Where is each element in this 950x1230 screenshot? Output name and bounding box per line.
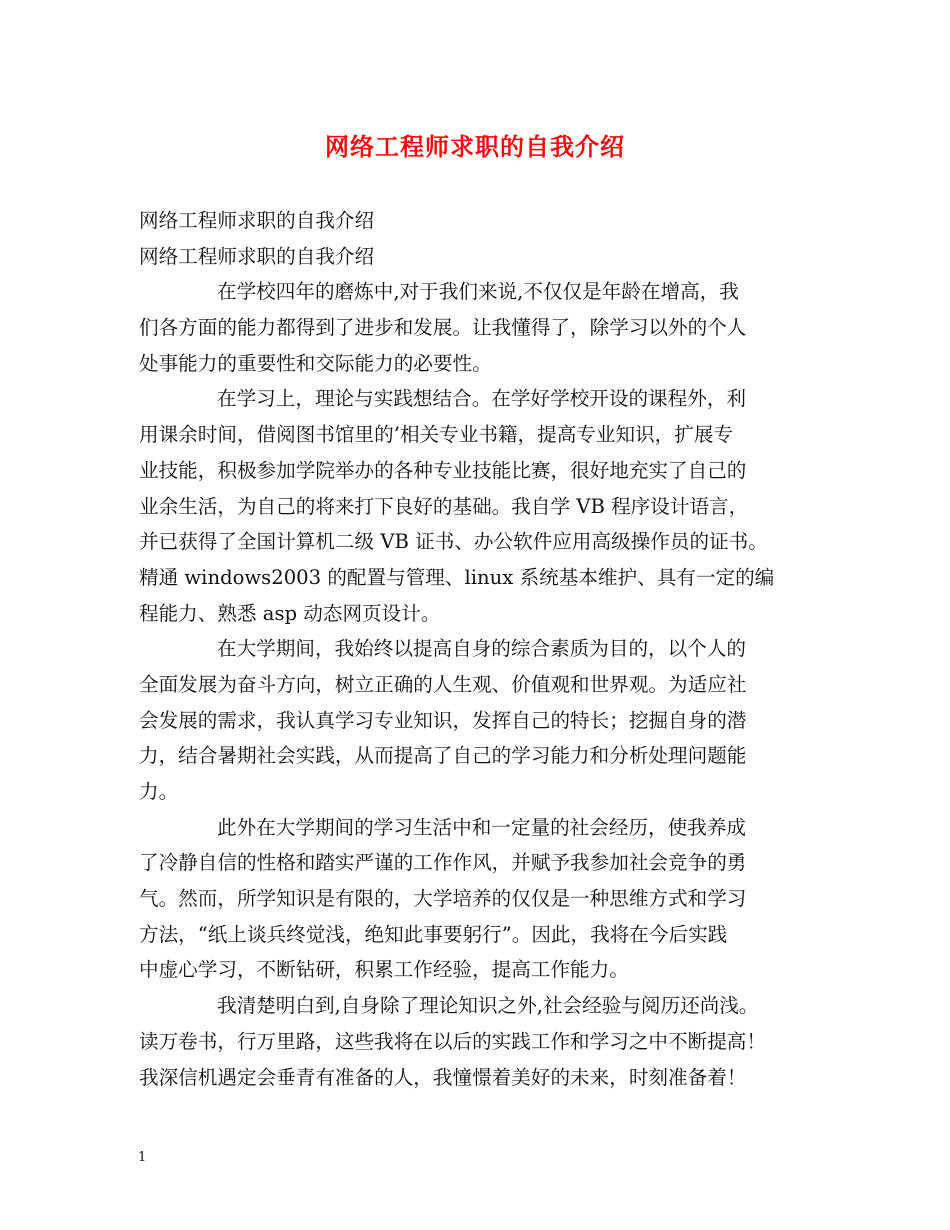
text-line: 方法，“纸上谈兵终觉浅，绝知此事要躬行”。因此，我将在今后实践 <box>139 922 728 946</box>
text-line: 业技能，积极参加学院举办的各种专业技能比赛，很好地充实了自己的 <box>139 458 747 482</box>
page-number: 1 <box>138 1150 147 1165</box>
text-line: 会发展的需求，我认真学习专业知识，发挥自己的特长；挖掘自身的潜 <box>139 708 747 732</box>
text-line: 程能力、熟悉 asp 动态网页设计。 <box>139 601 441 625</box>
text-line: 读万卷书，行万里路，这些我将在以后的实践工作和学习之中不断提高！ <box>139 1029 766 1053</box>
text-line: 气。然而，所学知识是有限的，大学培养的仅仅是一种思维方式和学习 <box>139 887 747 911</box>
text-line: 我清楚明白到,自身除了理论知识之外,社会经验与阅历还尚浅。 <box>217 994 759 1018</box>
text-line: 在学习上，理论与实践想结合。在学好学校开设的课程外，利 <box>217 387 747 411</box>
text-line: 们各方面的能力都得到了进步和发展。让我懂得了，除学习以外的个人 <box>139 316 747 340</box>
text-line: 中虚心学习，不断钻研，积累工作经验，提高工作能力。 <box>139 958 629 982</box>
document-body <box>139 203 819 1095</box>
text-line: 此外在大学期间的学习生活中和一定量的社会经历，使我养成 <box>217 815 747 839</box>
text-line: 业余生活，为自己的将来打下良好的基础。我自学 VB 程序设计语言， <box>139 494 749 518</box>
text-line: 力。 <box>139 780 179 803</box>
text-line: 网络工程师求职的自我介绍 <box>139 244 375 268</box>
text-line: 全面发展为奋斗方向，树立正确的人生观、价值观和世界观。为适应社 <box>139 672 747 696</box>
text-line: 处事能力的重要性和交际能力的必要性。 <box>139 351 492 375</box>
text-line: 网络工程师求职的自我介绍 <box>139 209 375 232</box>
text-line: 精通 windows2003 的配置与管理、linux 系统基本维护、具有一定的编 <box>139 565 775 589</box>
text-line: 在学校四年的磨炼中,对于我们来说,不仅仅是年龄在增高，我 <box>217 280 739 304</box>
document-title: 网络工程师求职的自我介绍 <box>325 132 625 161</box>
text-line: 我深信机遇定会垂青有准备的人，我憧憬着美好的未来，时刻准备着！ <box>139 1065 747 1089</box>
text-line: 力，结合暑期社会实践，从而提高了自己的学习能力和分析处理问题能 <box>139 744 747 768</box>
text-line: 了冷静自信的性格和踏实严谨的工作作风，并赋予我参加社会竞争的勇 <box>139 851 747 875</box>
text-line: 在大学期间，我始终以提高自身的综合素质为目的，以个人的 <box>217 637 747 661</box>
text-line: 并已获得了全国计算机二级 VB 证书、办公软件应用高级操作员的证书。 <box>139 530 768 554</box>
text-line: 用课余时间，借阅图书馆里的’相关专业书籍，提高专业知识，扩展专 <box>139 423 734 447</box>
